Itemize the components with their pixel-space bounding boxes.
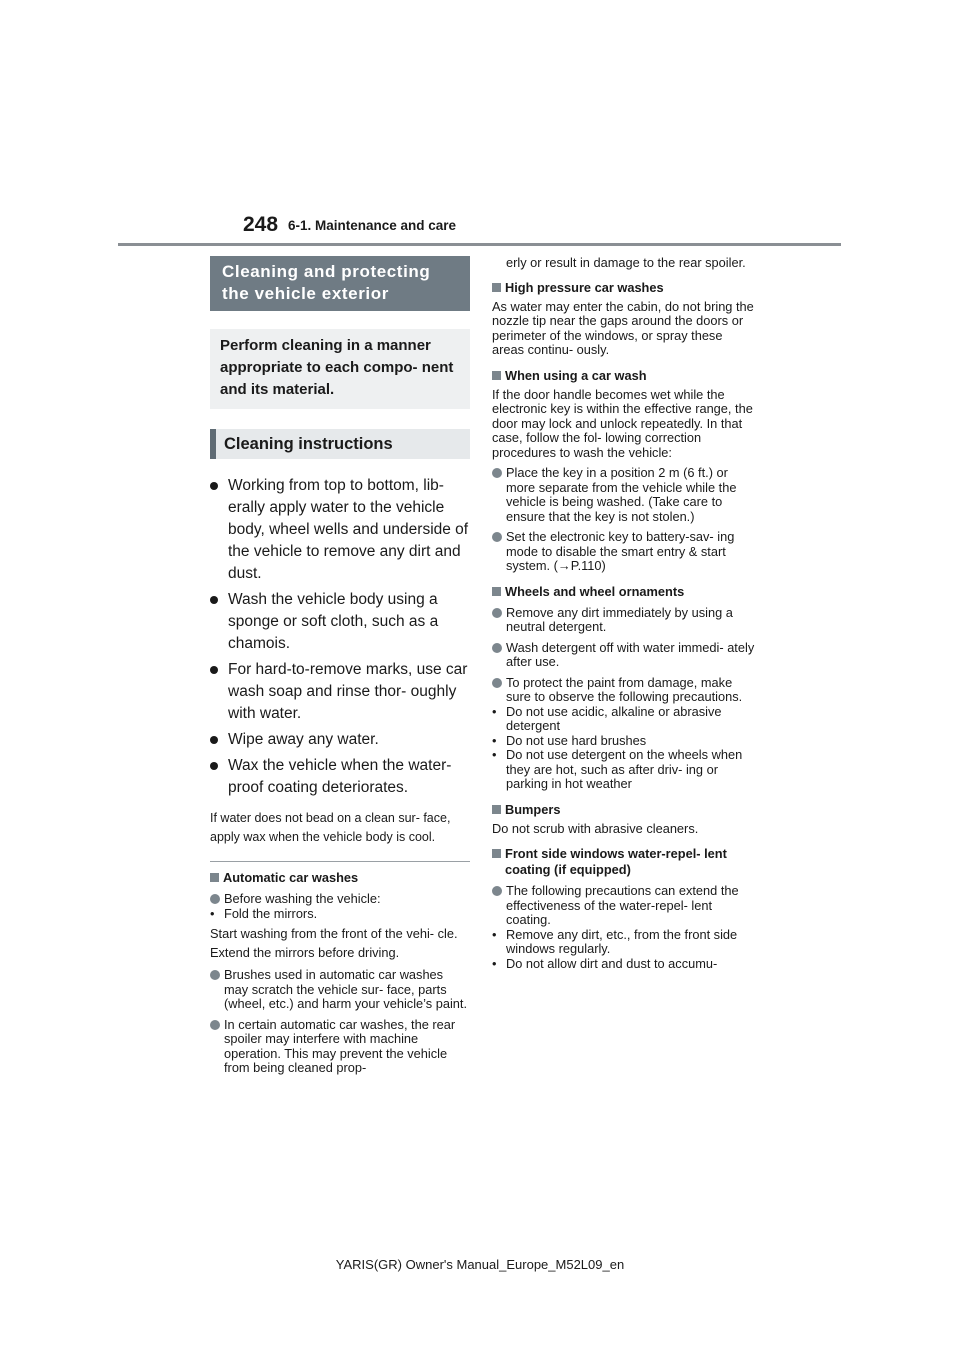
instruction-item: Wipe away any water. — [210, 729, 470, 751]
square-bullet-icon — [492, 805, 501, 814]
list-item: The following precautions can extend the effectiveness of the water-repel- lent coating. — [492, 884, 757, 928]
square-bullet-icon — [492, 371, 501, 380]
small-bullet-icon: • — [492, 732, 497, 748]
square-bullet-icon — [492, 587, 501, 596]
circle-bullet-icon — [492, 468, 502, 478]
circle-bullet-icon — [492, 886, 502, 896]
square-bullet-icon — [492, 849, 501, 858]
circle-bullet-icon — [492, 608, 502, 618]
sub-list-item: • Do not use detergent on the wheels when they are hot, such as after driv- ing or parking in hot weather — [492, 747, 743, 791]
paragraph: If the door handle becomes wet while the electronic key is within the effective range, the door may lock and unlock repeatedly. In that case, follow the fol- lowing correction procedures to wash the vehicle: — [492, 386, 753, 460]
left-column — [210, 256, 470, 1076]
bullet-dot-icon — [210, 736, 218, 744]
square-bullet-icon — [492, 283, 501, 292]
small-bullet-icon: • — [492, 703, 497, 719]
section-title-box: Cleaning and protecting the vehicle exterior — [210, 256, 470, 311]
automatic-car-washes-heading: Automatic car washes — [210, 870, 470, 886]
wheels-heading: Wheels and wheel ornaments — [492, 584, 757, 600]
square-bullet-icon — [210, 873, 219, 882]
bullet-dot-icon — [210, 482, 218, 490]
paragraph: As water may enter the cabin, do not bring the nozzle tip near the gaps around the doors or perimeter of the windows, or spray these areas continu- ously. — [492, 298, 754, 357]
instruction-item: For hard-to-remove marks, use car wash soap and rinse thor- oughly with water. — [210, 659, 470, 725]
sub-list-item: • Do not use acidic, alkaline or abrasive detergent — [492, 703, 722, 733]
instruction-item: Working from top to bottom, lib- erally apply water to the vehicle body, wheel wells and underside of the vehicle to remove any dirt and dust. — [210, 475, 470, 585]
high-pressure-heading: High pressure car washes — [492, 280, 757, 296]
bullet-dot-icon — [210, 666, 218, 674]
list-item: Place the key in a position 2 m (6 ft.) or more separate from the vehicle while the vehicle is being washed. (Take care to ensure that the key is not stolen.) — [492, 466, 757, 524]
list-item: Remove any dirt immediately by using a neutral detergent. — [492, 606, 757, 635]
divider — [210, 861, 470, 862]
circle-bullet-icon — [210, 894, 220, 904]
list-item: To protect the paint from damage, make sure to observe the following precautions. — [492, 676, 757, 705]
bullet-dot-icon — [210, 762, 218, 770]
small-bullet-icon: • — [492, 747, 497, 762]
list-item: Brushes used in automatic car washes may scratch the vehicle sur- face, parts (wheel, etc.) and harm your vehicle’s paint. — [210, 968, 470, 1012]
instruction-list — [210, 475, 470, 799]
circle-bullet-icon — [492, 678, 502, 688]
continued-text: erly or result in damage to the rear spoiler. — [506, 255, 746, 270]
sub-list-item: • Do not use hard brushes — [492, 732, 647, 748]
small-bullet-icon: • — [492, 955, 497, 971]
wax-note: If water does not bead on a clean sur- face, apply wax when the vehicle body is cool. — [210, 811, 451, 844]
page-number: 248 — [243, 213, 279, 236]
header-rule — [118, 243, 841, 246]
circle-bullet-icon — [492, 643, 502, 653]
footer-manual-id: YARIS(GR) Owner's Manual_Europe_M52L09_en — [335, 1257, 625, 1272]
small-bullet-icon: • — [492, 926, 497, 942]
sub-list-item: • Fold the mirrors. — [210, 905, 318, 921]
car-wash-heading: When using a car wash — [492, 368, 757, 384]
small-bullet-icon: • — [210, 905, 215, 921]
cleaning-instructions-heading: Cleaning instructions — [210, 429, 470, 459]
circle-bullet-icon — [210, 970, 220, 980]
list-item: In certain automatic car washes, the rear spoiler may interfere with machine operation. This may prevent the vehicle from being cleaned prop- — [210, 1018, 470, 1076]
instruction-item: Wash the vehicle body using a sponge or soft cloth, such as a chamois. — [210, 589, 470, 655]
list-item: Set the electronic key to battery-sav- ing mode to disable the smart entry & start system. (→P.110) — [492, 530, 757, 574]
circle-bullet-icon — [492, 532, 502, 542]
bullet-dot-icon — [210, 596, 218, 604]
list-item: Wash detergent off with water immedi- ately after use. — [492, 641, 757, 670]
list-item: Before washing the vehicle: — [210, 892, 470, 907]
sub-list-item: • Do not allow dirt and dust to accumu- — [492, 955, 718, 971]
sub-list-item: • Remove any dirt, etc., from the front side windows regularly. — [492, 926, 738, 956]
intro-box: Perform cleaning in a manner appropriate to each compo- nent and its material. — [210, 329, 470, 409]
paragraph: Start washing from the front of the vehi- cle. Extend the mirrors before driving. — [210, 926, 458, 960]
chapter-title: 6-1. Maintenance and care — [288, 218, 457, 233]
circle-bullet-icon — [210, 1020, 220, 1030]
windows-coating-heading: Front side windows water-repel- lent coating (if equipped) — [492, 846, 757, 878]
right-column — [492, 256, 757, 971]
instruction-item: Wax the vehicle when the water- proof coating deteriorates. — [210, 755, 470, 799]
paragraph: Do not scrub with abrasive cleaners. — [492, 820, 699, 836]
bumpers-heading: Bumpers — [492, 802, 757, 818]
